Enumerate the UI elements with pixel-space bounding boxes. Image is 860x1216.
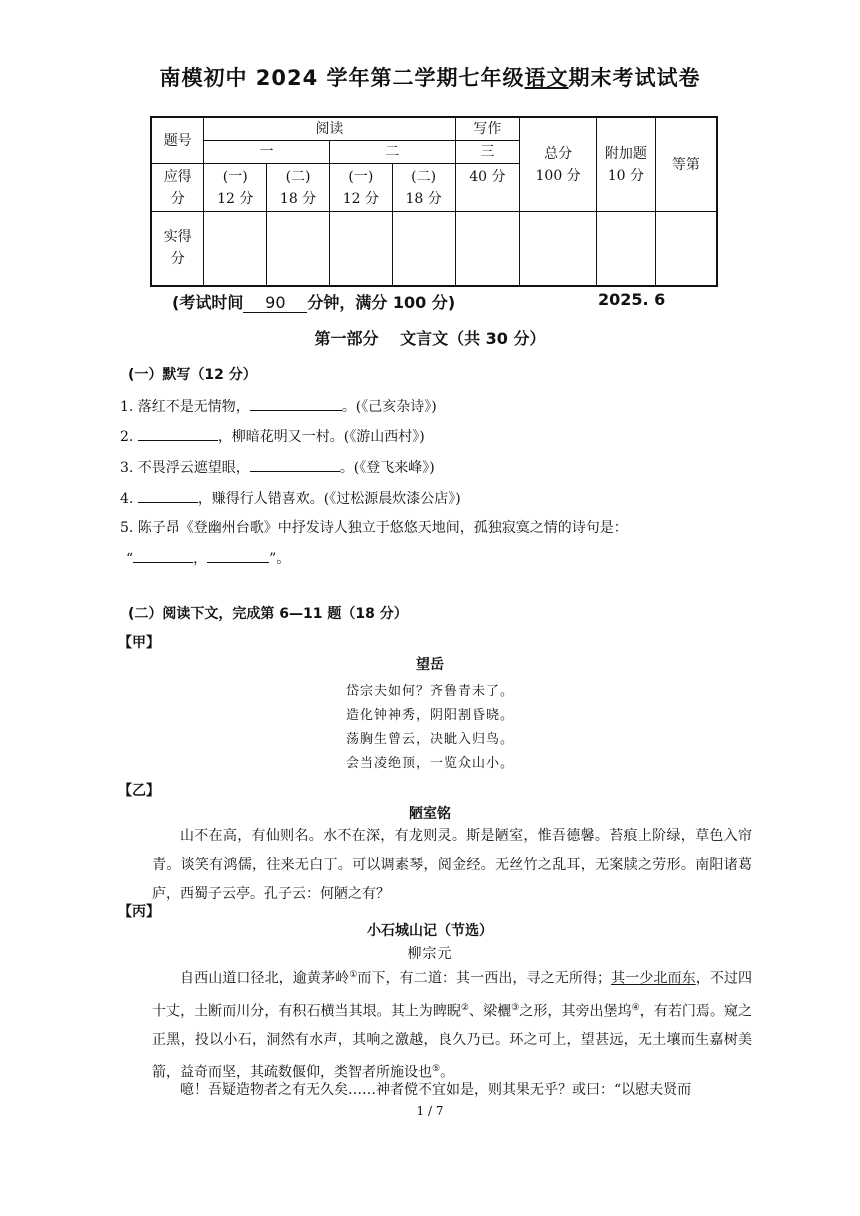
essay-text: 山不在高，有仙则名。水不在深，有龙则灵。斯是陋室，惟吾德馨。苔痕上阶绿，草色入帘青。谈笑有鸿儒，往来无白丁。可以调素琴，阅金经。无丝竹之乱耳，无案牍之劳形。南阳诸葛庐，西蜀子云亭。孔子云：何陋之有？: [152, 828, 752, 902]
row-shidefen: 实得分: [151, 212, 204, 286]
score-entry-total[interactable]: [520, 212, 597, 286]
question-4: 4. ，赚得行人错喜欢。(《过松源晨炊漆公店》): [120, 488, 461, 508]
third-paragraph-1: 自西山道口径北，逾黄茅岭①而下，有二道：其一西出，寻之无所得；其一少北而东，不过四十丈，土断而川分，有积石横当其垠。其上为睥睨②、梁欐③之形，其旁出堡坞④，有若门焉。窥之正黑，投以小石，洞然有水声，其响之激越，良久乃已。环之可上，望甚远，无土壤而生嘉树美箭，益奇而坚，其疏数偃仰，类智者所施设也⑤。: [152, 970, 753, 1081]
answer-blank-5b[interactable]: [207, 548, 269, 563]
header-dengdi: 等第: [655, 117, 717, 212]
question-5: 5. 陈子昂《登幽州台歌》中抒发诗人独立于悠悠天地间，孤独寂寞之情的诗句是：: [120, 520, 628, 536]
cell-part1-2: (二) 18 分: [267, 164, 330, 212]
section2-heading: (二）阅读下文，完成第 6—11 题（18 分）: [128, 606, 408, 622]
header-xiezuo: 写作: [455, 117, 520, 141]
cell-part1-1: (一) 12 分: [204, 164, 267, 212]
exam-title: 南模初中 2024 学年第二学期七年级语文期末考试试卷: [159, 66, 701, 90]
exam-time: (考试时间 90 分钟，满分 100 分): [172, 293, 456, 312]
score-entry-2[interactable]: [267, 212, 330, 286]
cell-part2-1: (一) 12 分: [329, 164, 392, 212]
score-entry-3[interactable]: [329, 212, 392, 286]
label-bing: 【丙】: [118, 904, 160, 920]
label-jia: 【甲】: [118, 635, 160, 651]
header-yi: 一: [204, 141, 330, 164]
poem-line: 岱宗夫如何？齐鲁青未了。: [345, 684, 514, 699]
answer-blank-5a[interactable]: [133, 548, 193, 563]
third-title: 小石城山记（节选）: [367, 923, 493, 939]
header-yuedu: 阅读: [204, 117, 455, 141]
label-yi: 【乙】: [118, 783, 160, 799]
question-2: 2. ，柳暗花明又一村。(《游山西村》): [120, 426, 425, 446]
poem-title: 望岳: [416, 657, 444, 673]
answer-blank-4[interactable]: [138, 488, 198, 503]
score-table: [150, 116, 718, 287]
section1-heading: (一）默写（12 分）: [128, 367, 257, 383]
question-5-answer: “ ， ”。: [126, 548, 290, 568]
author: 柳宗元: [407, 946, 453, 962]
header-tihao: 题号: [151, 117, 204, 164]
page-number: 1 / 7: [416, 1104, 444, 1118]
underlined-phrase: 其一少北而东: [611, 970, 696, 987]
part-heading: 第一部分 文言文（共 30 分）: [314, 329, 546, 348]
score-entry-grade[interactable]: [655, 212, 717, 286]
question-3: 3. 不畏浮云遮望眼， 。(《登飞来峰》): [120, 457, 435, 477]
poem-line: 荡胸生曾云，决眦入归鸟。: [345, 732, 514, 747]
row-yingdefen: 应得分: [151, 164, 204, 212]
cell-part2-2: (二) 18 分: [392, 164, 455, 212]
poem-line: 会当凌绝顶，一览众山小。: [345, 756, 514, 771]
answer-blank-3[interactable]: [250, 457, 340, 472]
score-entry-bonus[interactable]: [596, 212, 655, 286]
score-entry-4[interactable]: [392, 212, 455, 286]
question-1: 1. 落红不是无情物， 。(《己亥杂诗》): [120, 396, 437, 416]
essay-title: 陋室铭: [409, 806, 451, 822]
header-er: 二: [329, 141, 455, 164]
header-fujia: 附加题 10 分: [596, 117, 655, 212]
score-entry-5[interactable]: [455, 212, 520, 286]
score-entry-1[interactable]: [204, 212, 267, 286]
answer-blank-1[interactable]: [250, 396, 342, 411]
header-zongfen: 总分 100 分: [520, 117, 597, 212]
answer-blank-2[interactable]: [138, 426, 218, 441]
exam-date: 2025. 6: [598, 290, 666, 309]
third-paragraph-2: 噫！吾疑造物者之有无久矣……神者傥不宜如是，则其果无乎？或曰：“以慰夫贤而: [180, 1082, 692, 1098]
cell-writing: 40 分: [455, 164, 520, 212]
header-san: 三: [455, 141, 520, 164]
poem-line: 造化钟神秀，阴阳割昏晓。: [345, 708, 514, 723]
